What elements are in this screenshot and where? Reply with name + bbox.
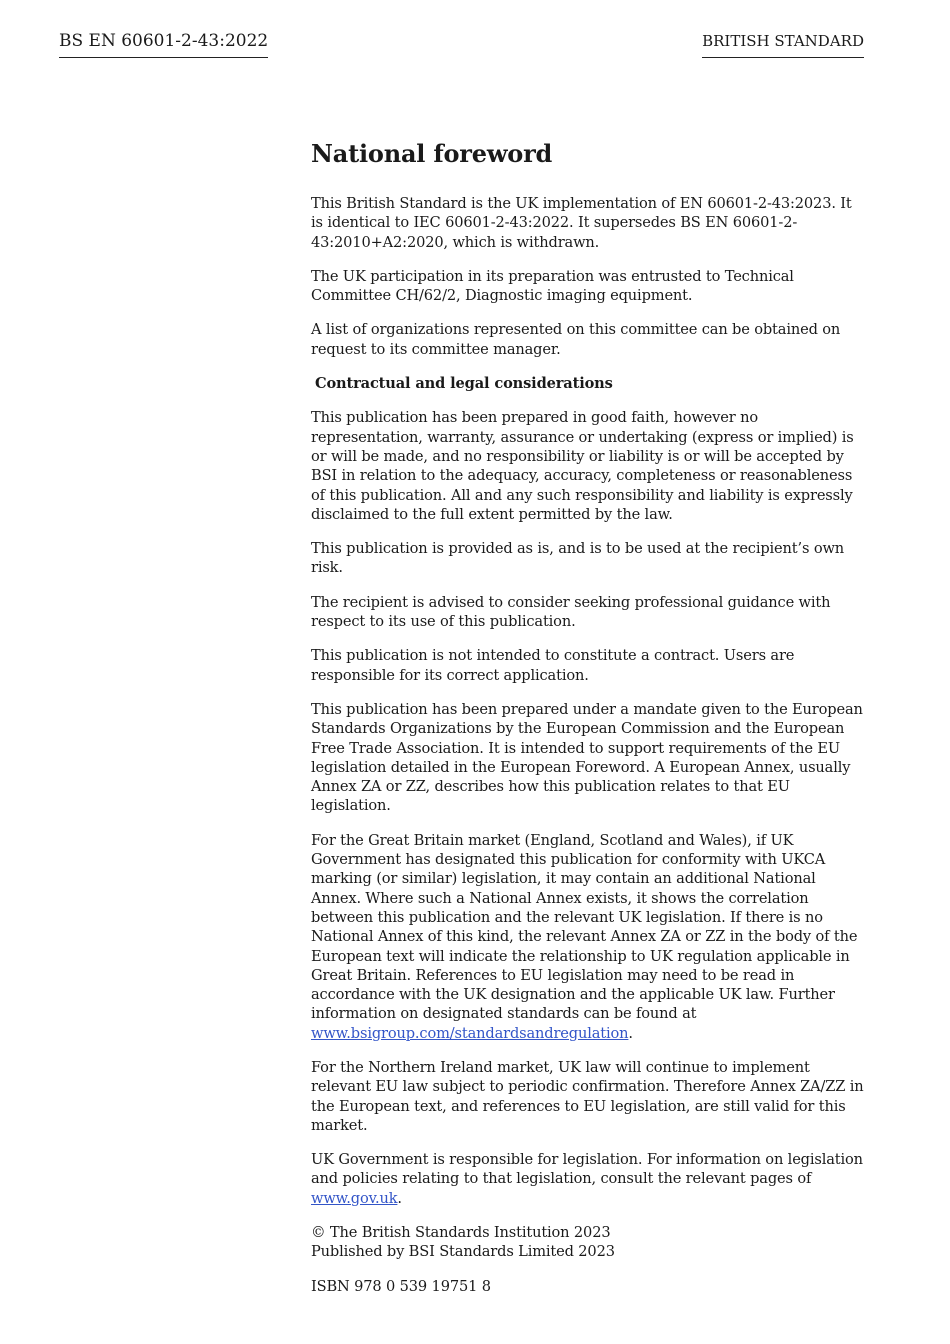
paragraph-mandate: This publication has been prepared under a mandate given to the European Standards Organizations by the European Commission and the European Free Trade Association. It is intended to support requirements of the EU legislation detailed in the European Foreword. A European Annex, usually Annex ZA or ZZ, describes how this publication relates to that EU legislation. bbox=[311, 700, 863, 815]
paragraph-great-britain bbox=[311, 831, 867, 1043]
copyright-block bbox=[311, 1223, 867, 1262]
paragraph-great-britain-text: For the Great Britain market (England, Scotland and Wales), if UK Government has designated this publication for conformity with UKCA marking (or similar) legislation, it may contain an additional National Annex. Where such a National Annex exists, it shows the correlation between this publication and the relevant UK legislation. If there is no National Annex of this kind, the relevant Annex ZA or ZZ in the body of the European text will indicate the relationship to UK regulation applicable in Great Britain. References to EU legislation may need to be read in accordance with the UK designation and the applicable UK law. Further information on designated standards can be found at bbox=[311, 831, 858, 1023]
paragraph-implementation: This British Standard is the UK implementation of EN 60601-2-43:2023. It is identical to IEC 60601-2-43:2022. It supersedes BS EN 60601-2-43:2010+A2:2020, which is withdrawn. bbox=[311, 195, 852, 251]
paragraph-good-faith: This publication has been prepared in good faith, however no representation, warranty, assurance or undertaking (express or implied) is or will be made, and no responsibility or liability is or will be accepted by BSI in relation to the adequacy, accuracy, completeness or reasonableness of this publication. All and any such responsibility and liability is expressly disclaimed to the full extent permitted by the law. bbox=[311, 409, 854, 523]
paragraph-organizations: A list of organizations represented on this committee can be obtained on request to its committee manager. bbox=[311, 321, 841, 358]
bsigroup-link[interactable]: www.bsigroup.com/standardsandregulation bbox=[311, 1024, 629, 1042]
paragraph-own-risk: This publication is provided as is, and is to be used at the recipient’s own risk. bbox=[311, 540, 845, 577]
paragraph-professional-guidance: The recipient is advised to consider seeking professional guidance with respect to its use of this publication. bbox=[311, 593, 831, 631]
publisher-line: Published by BSI Standards Limited 2023 bbox=[311, 1243, 615, 1261]
copyright-line: © The British Standards Institution 2023 bbox=[311, 1224, 611, 1242]
paragraph-not-contract: This publication is not intended to constitute a contract. Users are responsible for its correct application. bbox=[311, 647, 795, 684]
section-heading-contractual: Contractual and legal considerations bbox=[315, 375, 613, 393]
isbn: ISBN 978 0 539 19751 8 bbox=[311, 1277, 491, 1295]
page-header bbox=[59, 30, 864, 62]
page-title: National foreword bbox=[311, 139, 553, 168]
document-id: BS EN 60601-2-43:2022 bbox=[59, 30, 268, 58]
paragraph-great-britain-end: . bbox=[628, 1024, 633, 1042]
gov-uk-link[interactable]: www.gov.uk bbox=[311, 1189, 398, 1207]
paragraph-committee: The UK participation in its preparation was entrusted to Technical Committee CH/62/2, Diagnostic imaging equipment. bbox=[311, 267, 794, 305]
paragraph-uk-government-text: UK Government is responsible for legislation. For information on legislation and policies relating to that legislation, consult the relevant pages of bbox=[311, 1151, 863, 1188]
main-content bbox=[311, 140, 867, 1311]
paragraph-uk-government bbox=[311, 1150, 867, 1208]
paragraph-northern-ireland: For the Northern Ireland market, UK law will continue to implement relevant EU law subject to periodic confirmation. Therefore Annex ZA/ZZ in the European text, and references to EU legislation, are still valid for this market. bbox=[311, 1058, 864, 1134]
paragraph-uk-government-end: . bbox=[397, 1189, 402, 1207]
document-category: BRITISH STANDARD bbox=[702, 30, 864, 58]
